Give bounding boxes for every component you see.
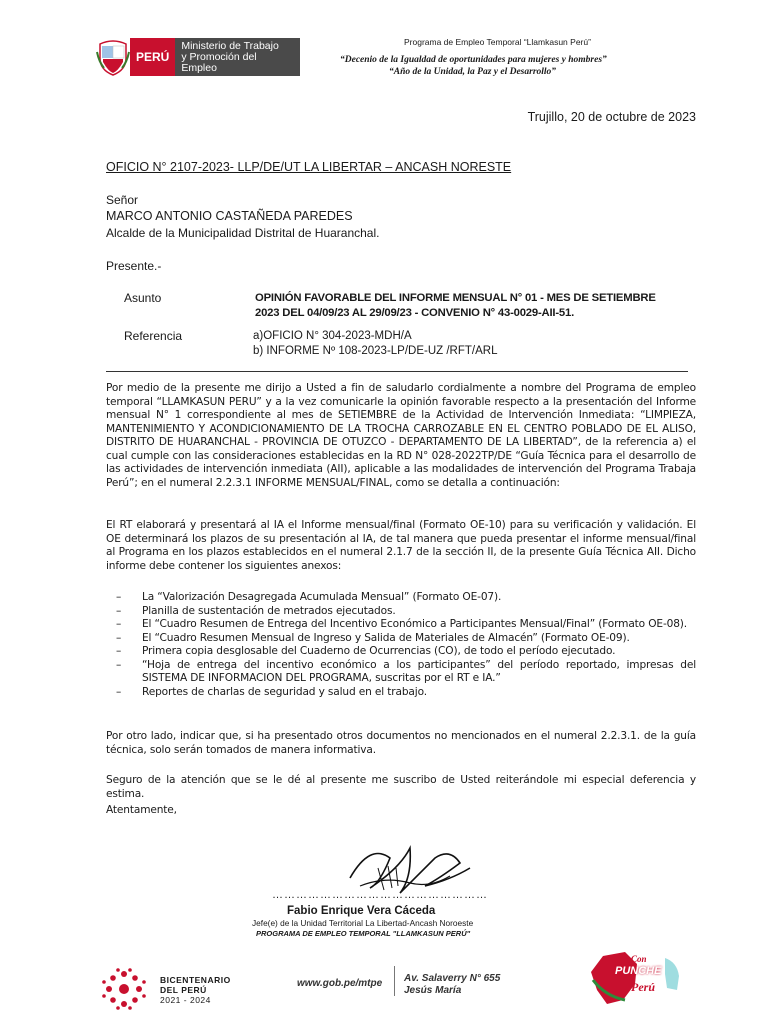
con-punche-peru-logo: Con PUNCHE Perú	[585, 950, 685, 1006]
bicentenario-logo-icon	[98, 966, 150, 1017]
peru-label: PERÚ	[130, 38, 175, 76]
signature-line: ………………………………………………	[272, 889, 488, 901]
signer-program: PROGRAMA DE EMPLEO TEMPORAL "LLAMKASUN PERÚ"	[256, 929, 471, 938]
document-date: Trujillo, 20 de octubre de 2023	[527, 110, 696, 124]
paragraph-1: Por medio de la presente me dirijo a Usted a fin de saludarlo cordialmente a nombre del Programa de empleo temporal “LLAMKASUN PERU” y a la vez comunicarle la opinión favorable respecto a la presentación del Informe mensual N° 1 correspondiente al mes de SETIEMBRE de la Actividad de Intervención Inmediata: “LIMPIEZA, MANTENIMIENTO Y ACONDICIONAMIENTO DE LA TROCHA CARROZABLE EN EL CENTRO POBLADO DE EL ALISO, DISTRITO DE HUARANCHAL - PROVINCIA DE OTUZCO - DEPARTAMENTO DE LA LIBERTAD”, de la referencia a) el cual cumple con las consideraciones establecidas en la RD N° 028-2022TP/DE “Guía Técnica para el desarrollo de las actividades de intervención inmediata (AII), aplicable a las modalidades de intervención del Programa Trabaja Perú”; en el numeral 2.2.3.1 INFORME MENSUAL/FINAL, como se detalla a continuación:	[106, 382, 696, 489]
paragraph-4: Seguro de la atención que se le dé al presente me suscribo de Usted reiterándole mi especial deferencia y estima.	[106, 774, 696, 800]
signer-role: Jefe(e) de la Unidad Territorial La Libertad-Ancash Noroeste	[252, 918, 474, 928]
list-item: – El “Cuadro Resumen Mensual de Ingreso y Salida de Materiales de Almacén” (Formato OE-09).	[116, 631, 630, 644]
ministry-logo	[96, 38, 300, 76]
motto-decade: “Decenio de la Igualdad de oportunidades para mujeres y hombres”	[340, 55, 607, 65]
list-item: – La “Valorización Desagregada Acumulada Mensual” (Formato OE-07).	[116, 591, 502, 603]
coat-of-arms-icon	[96, 38, 130, 76]
divider	[106, 371, 688, 372]
referencia-line2: b) INFORME Nº 108-2023-LP/DE-UZ /RFT/ARL	[253, 345, 498, 357]
recipient-name: MARCO ANTONIO CASTAÑEDA PAREDES	[106, 209, 353, 223]
ministry-label	[175, 38, 300, 76]
asunto-label: Asunto	[124, 291, 162, 305]
list-item: – El “Cuadro Resumen de Entrega del Incentivo Económico a Participantes Mensual/Final” (Formato OE-08).	[116, 618, 688, 630]
footer-url: www.gob.pe/mtpe	[297, 978, 383, 989]
referencia-line1: a)OFICIO N° 304-2023-MDH/A	[253, 330, 412, 342]
list-item: – Primera copia desglosable del Cuaderno de Ocurrencias (CO), de todo el período ejecutado.	[116, 645, 616, 657]
salutation: Señor	[106, 193, 139, 207]
asunto-line2: 2023 DEL 04/09/23 AL 29/09/23 - CONVENIO N° 43-0029-AII-51.	[255, 307, 575, 319]
ministry-line1: Ministerio de Trabajo	[181, 39, 279, 52]
bicentenario-text: BICENTENARIO DEL PERÚ 2021 - 2024	[160, 975, 231, 1005]
motto-year: “Año de la Unidad, la Paz y el Desarrollo”	[389, 67, 557, 77]
signer-name: Fabio Enrique Vera Cáceda	[287, 905, 436, 917]
list-item: – Planilla de sustentación de metrados ejecutados.	[116, 604, 396, 617]
list-item: – “Hoja de entrega del incentivo económico a los participantes” del período reportado, impresas del SISTEMA DE INFORMACION DEL PROGRAMA, suscritas por el RT e IA.”	[116, 658, 696, 684]
paragraph-3: Por otro lado, indicar que, si ha presentado otros documentos no mencionados en el numeral 2.2.3.1. de la guía técnica, solo serán tomados de manera informativa.	[106, 730, 696, 756]
closing: Atentamente,	[106, 804, 177, 816]
presente-label: Presente.-	[106, 259, 162, 273]
oficio-number: OFICIO N° 2107-2023- LLP/DE/UT LA LIBERTAR – ANCASH NORESTE	[106, 160, 512, 174]
asunto-line1: OPINIÓN FAVORABLE DEL INFORME MENSUAL N° 01 - MES DE SETIEMBRE	[255, 292, 656, 304]
list-item: – Reportes de charlas de seguridad y salud en el trabajo.	[116, 685, 427, 698]
recipient-title: Alcalde de la Municipalidad Distrital de Huaranchal.	[106, 226, 380, 240]
annex-list	[106, 591, 696, 699]
paragraph-2: El RT elaborará y presentará al IA el Informe mensual/final (Formato OE-10) para su verificación y validación. El OE determinará los plazos de su presentación al IA, de tal manera que pueda presentar el informe mensual/final al Programa en los plazos establecidos en el numeral 2.1.7 de la sección II, de la presente Guía Técnica AII. Dicho informe debe contener los siguientes anexos:	[106, 519, 696, 572]
footer-separator	[394, 966, 395, 996]
program-header: Programa de Empleo Temporal “Llamkasun Perú”	[404, 37, 591, 47]
ministry-line2: y Promoción del Empleo	[181, 50, 257, 74]
referencia-label: Referencia	[124, 329, 183, 343]
footer-address: Av. Salaverry N° 655 Jesús María	[404, 973, 501, 996]
